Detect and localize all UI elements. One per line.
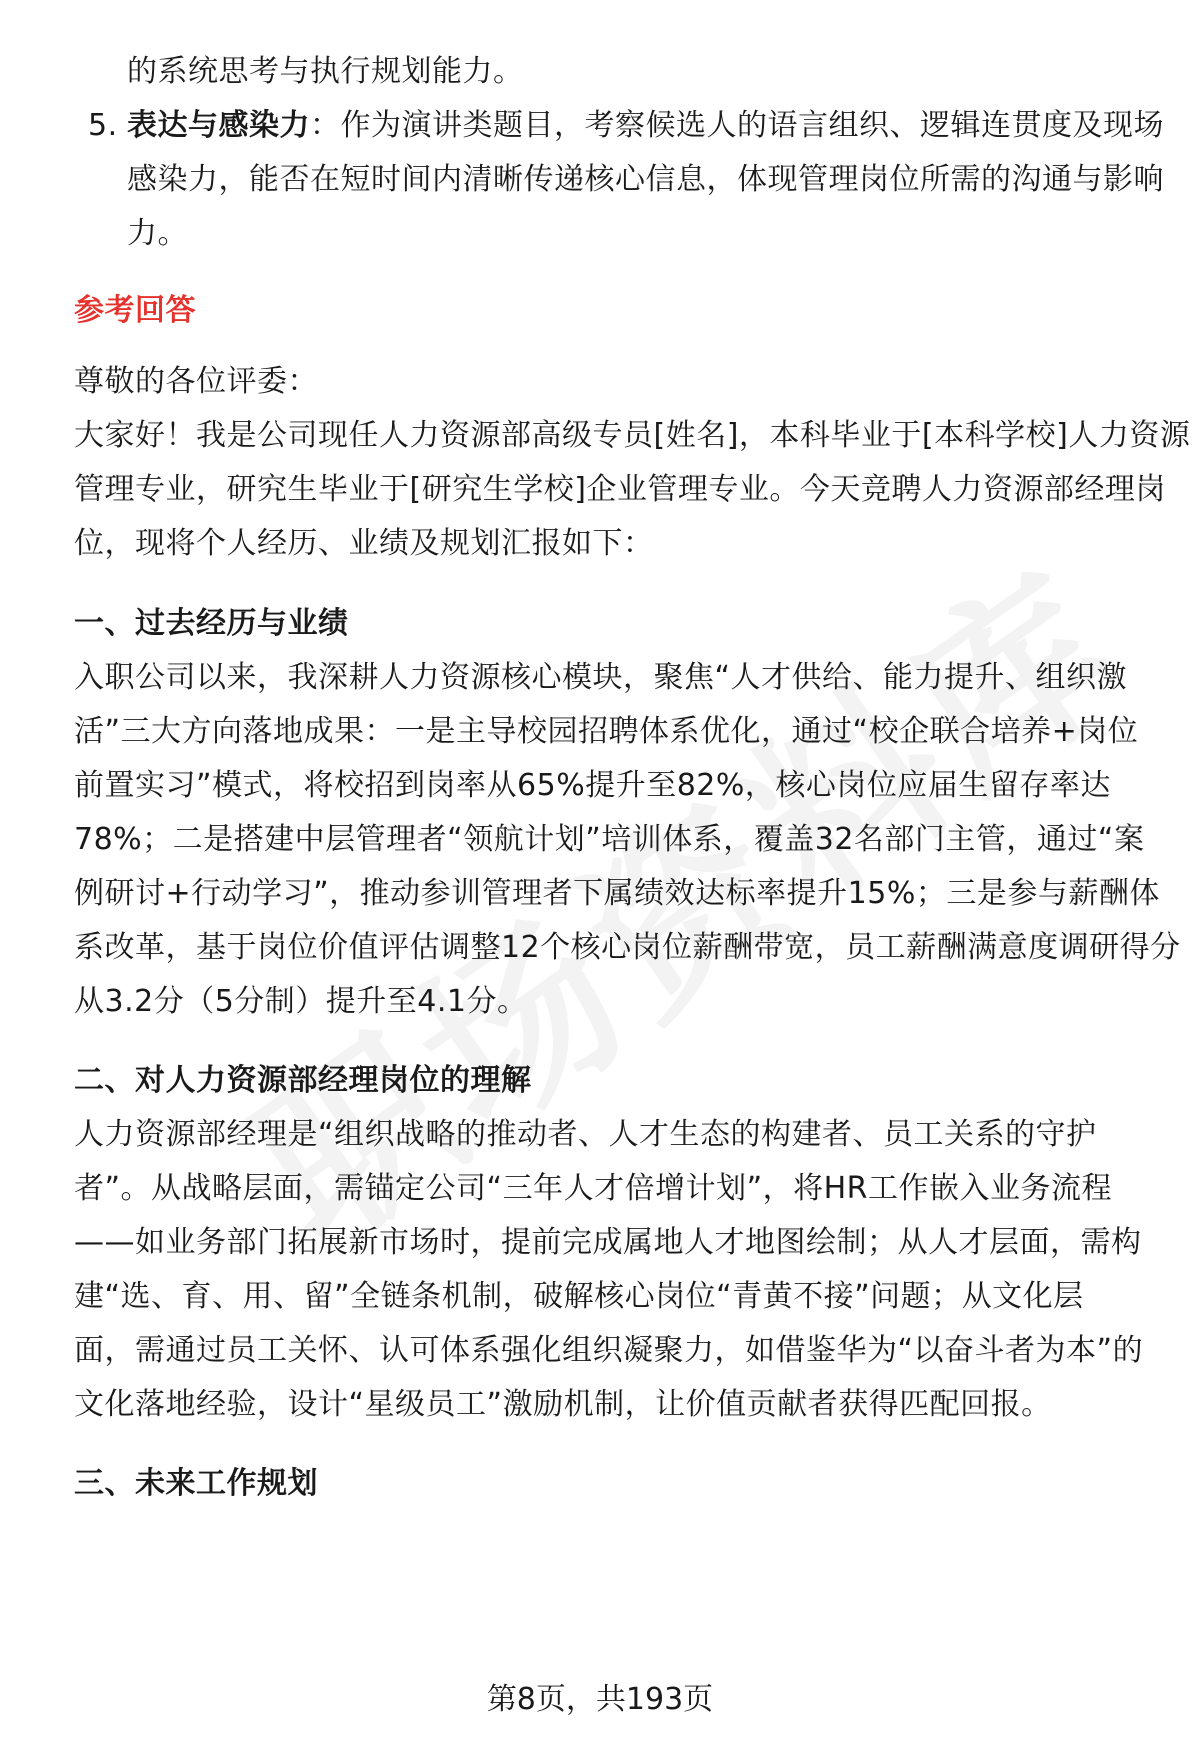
page-footer: 第8页，共193页 bbox=[486, 1682, 714, 1717]
opening-line: 位，现将个人经历、业绩及规划汇报如下： bbox=[74, 526, 654, 561]
section-1-title: 一、过去经历与业绩 bbox=[74, 606, 349, 641]
section-2-line: 人力资源部经理是“组织战略的推动者、人才生态的构建者、员工关系的守护 bbox=[74, 1117, 1097, 1152]
section-2-line: 文化落地经验，设计“星级员工”激励机制，让价值贡献者获得匹配回报。 bbox=[74, 1387, 1052, 1422]
opening-line: 管理专业，研究生毕业于[研究生学校]企业管理专业。今天竞聘人力资源部经理岗 bbox=[74, 472, 1166, 507]
list-item-label: 表达与感染力 bbox=[127, 108, 310, 143]
intro-line: 的系统思考与执行规划能力。 bbox=[127, 54, 524, 89]
list-number: 5. bbox=[88, 108, 118, 143]
list-item-5-line3: 力。 bbox=[127, 216, 188, 251]
list-item-text: ：作为演讲类题目，考察候选人的语言组织、逻辑连贯度及现场 bbox=[310, 108, 1164, 143]
section-2-line: 建“选、育、用、留”全链条机制，破解核心岗位“青黄不接”问题；从文化层 bbox=[74, 1279, 1084, 1314]
greeting: 尊敬的各位评委： bbox=[74, 364, 318, 399]
section-1-line: 例研讨+行动学习”，推动参训管理者下属绩效达标率提升15%；三是参与薪酬体 bbox=[74, 876, 1160, 911]
opening-line: 大家好！我是公司现任人力资源部高级专员[姓名]，本科毕业于[本科学校]人力资源 bbox=[74, 418, 1191, 453]
list-item-5 bbox=[0, 106, 1200, 146]
answer-heading: 参考回答 bbox=[74, 293, 196, 328]
section-1-line: 活”三大方向落地成果：一是主导校园招聘体系优化，通过“校企联合培养+岗位 bbox=[74, 714, 1139, 749]
section-2-line: 面，需通过员工关怀、认可体系强化组织凝聚力，如借鉴华为“以奋斗者为本”的 bbox=[74, 1333, 1144, 1368]
section-1-line: 入职公司以来，我深耕人力资源核心模块，聚焦“人才供给、能力提升、组织激 bbox=[74, 660, 1128, 695]
section-2-title: 二、对人力资源部经理岗位的理解 bbox=[74, 1063, 532, 1098]
section-2-line: ——如业务部门拓展新市场时，提前完成属地人才地图绘制；从人才层面，需构 bbox=[74, 1225, 1142, 1260]
section-2-line: 者”。从战略层面，需锚定公司“三年人才倍增计划”，将HR工作嵌入业务流程 bbox=[74, 1171, 1113, 1206]
section-1-line: 系改革，基于岗位价值评估调整12个核心岗位薪酬带宽，员工薪酬满意度调研得分 bbox=[74, 930, 1181, 965]
list-item-5-line2: 感染力，能否在短时间内清晰传递核心信息，体现管理岗位所需的沟通与影响 bbox=[127, 162, 1164, 197]
section-1-line: 从3.2分（5分制）提升至4.1分。 bbox=[74, 984, 528, 1019]
section-1-line: 前置实习”模式，将校招到岗率从65%提升至82%，核心岗位应届生留存率达 bbox=[74, 768, 1111, 803]
section-1-line: 78%；二是搭建中层管理者“领航计划”培训体系，覆盖32名部门主管，通过“案 bbox=[74, 822, 1145, 857]
section-3-title: 三、未来工作规划 bbox=[74, 1466, 318, 1501]
